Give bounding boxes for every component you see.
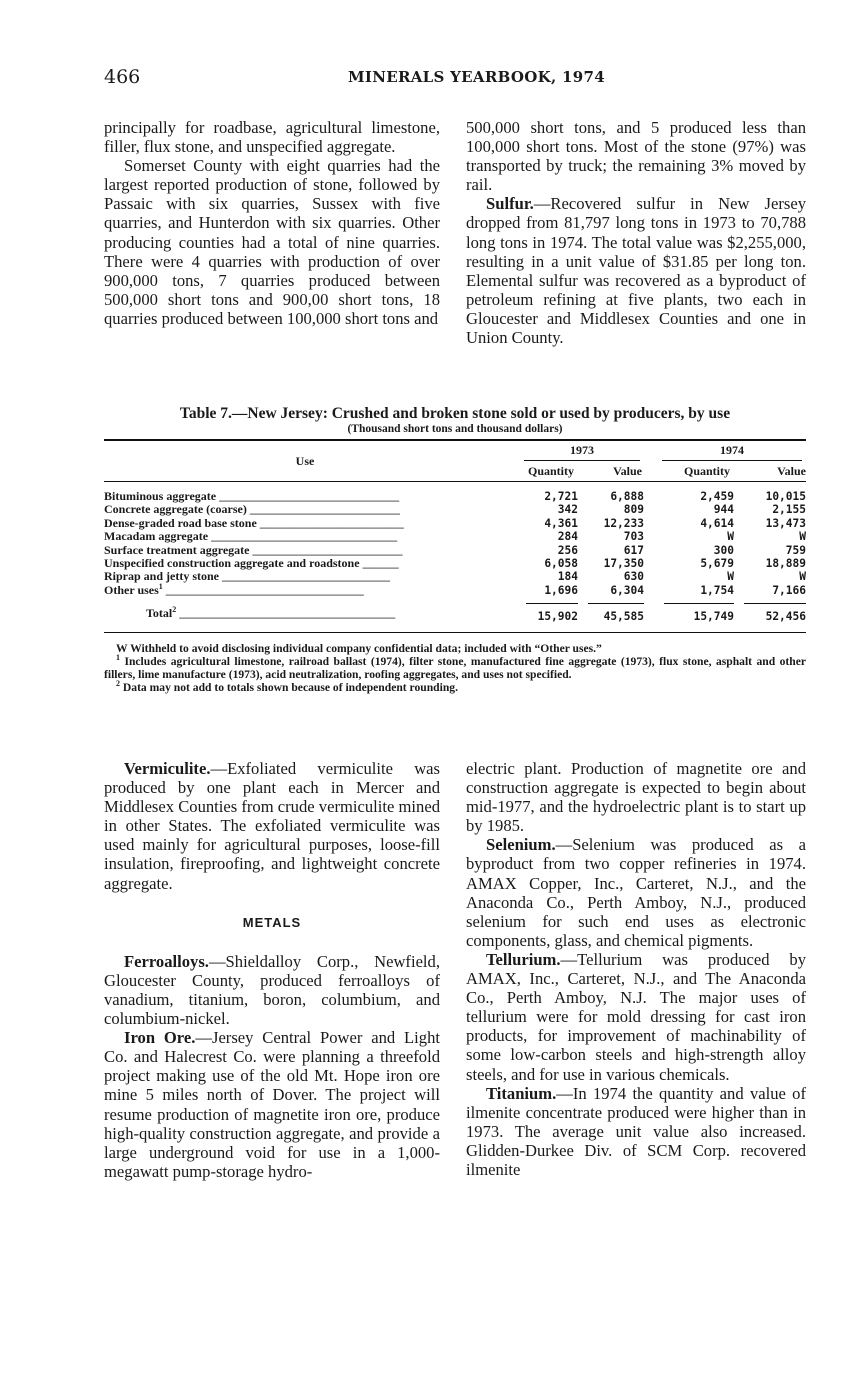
- dot-leader: _________________________: [249, 502, 400, 517]
- total-cell: [506, 597, 578, 623]
- value-cell: 2,721: [544, 490, 578, 503]
- table-footnotes: [104, 642, 806, 694]
- use-cell: [104, 482, 506, 504]
- page-number: 466: [104, 66, 141, 88]
- footnote-w: W Withheld to avoid disclosing individual company confidential data; included with “Other uses.”: [116, 642, 602, 655]
- table-row: [104, 557, 806, 570]
- use-cell: [104, 544, 506, 557]
- table-row: [104, 530, 806, 543]
- paragraph-text: —Jersey Central Power and Light Co. and Halecrest Co. were planning a threefold project making use of the old Mt. Hope iron ore mine 5 miles north of Dover. The project will resume production of magnetite iron ore, produce high-quality construction aggregate, and provide a large underground void for use in a 1,000-megawatt pump-storage hydro-: [104, 1028, 440, 1181]
- paragraph-vermiculite: [104, 759, 440, 893]
- paragraph-text: —Tellurium was produced by AMAX, Inc., Carteret, N.J., and The Anaconda Co., Perth Amboy, N.J. The major uses of tellurium were for mold dressing for cast iron products, for improvement of machinability of some low-carbon steels and high-strength alloy steels, and for use in various chemicals.: [466, 949, 806, 1084]
- use-label: Dense-graded road base stone: [104, 515, 257, 530]
- value-cell: 2,459: [700, 490, 734, 503]
- table-title: Table 7.—New Jersey: Crushed and broken stone sold or used by producers, by use: [179, 405, 731, 422]
- use-label: Other uses: [104, 582, 159, 597]
- table-row: [104, 517, 806, 530]
- value-cell: 342: [557, 503, 578, 517]
- table-subtitle: (Thousand short tons and thousand dollars): [347, 423, 563, 435]
- value-cell: 630: [623, 570, 644, 584]
- use-label: Unspecified construction aggregate and roadstone: [104, 556, 360, 571]
- bottom-right-column: [466, 759, 806, 1179]
- total-cell: [578, 597, 644, 623]
- column-header-value: Value: [734, 461, 806, 482]
- paragraph-text: —Selenium was produced as a byproduct from two copper refineries in 1974. AMAX Copper, Inc., Carteret, N.J., and the Anaconda Co., Perth Amboy, N.J., produced selenium for such end uses as electronic components, glass, and chemical pigments.: [466, 835, 806, 950]
- paragraph-selenium: [466, 835, 806, 950]
- run-in-heading: Selenium.: [486, 835, 556, 855]
- value-cell: 809: [623, 503, 644, 517]
- use-cell: [104, 557, 506, 570]
- use-cell: [104, 503, 506, 516]
- footnote-2: [104, 681, 806, 694]
- value-cell: 703: [623, 530, 644, 544]
- run-in-heading: Titanium.: [486, 1083, 557, 1103]
- total-label: Total: [146, 605, 173, 620]
- footnote-text: Data may not add to totals shown because of independent rounding.: [122, 681, 458, 694]
- value-cell: 1,696: [544, 583, 578, 597]
- year-label: 1974: [662, 441, 802, 461]
- use-cell: [104, 530, 506, 543]
- total-value: 52,456: [744, 603, 806, 623]
- column-header-quantity: Quantity: [644, 461, 734, 482]
- paragraph-iron-ore: [104, 1028, 440, 1181]
- paragraph-tellurium: [466, 950, 806, 1084]
- run-in-heading: Ferroalloys.: [124, 951, 209, 971]
- dot-leader: _________________________________: [165, 582, 364, 597]
- run-in-heading: Iron Ore.: [124, 1028, 196, 1048]
- year-label: 1973: [524, 441, 640, 461]
- total-value: 15,749: [664, 603, 734, 623]
- paragraph-text: —Exfoliated vermiculite was produced by one plant each in Mercer and Middlesex Counties from crude vermiculite mined in other States. The exfoliated vermiculite was used mainly for agricultural purposes, loose-fill insulation, fireproofing, and lightweight concrete aggregate.: [104, 759, 440, 893]
- paragraph-text: —In 1974 the quantity and value of ilmenite concentrate produced were higher than in 1973. The average unit value also increased. Glidden-Durkee Div. of SCM Corp. recovered ilmenite: [466, 1083, 806, 1179]
- total-value: 45,585: [588, 603, 644, 623]
- value-cell: 284: [557, 530, 578, 544]
- footnote-mark: 1: [158, 581, 163, 591]
- stone-table: [104, 439, 806, 624]
- column-header-1974: [644, 440, 806, 461]
- running-title: MINERALS YEARBOOK, 1974: [348, 68, 605, 86]
- table-row: [104, 570, 806, 583]
- value-cell: 4,614: [700, 516, 734, 530]
- use-cell: [104, 570, 506, 583]
- value-cell: W: [727, 570, 734, 584]
- footnote-1: [104, 655, 806, 681]
- run-in-heading: Tellurium.: [486, 949, 561, 969]
- use-label: Bituminous aggregate: [104, 489, 217, 503]
- value-cell: 759: [785, 543, 806, 557]
- paragraph: Somerset County with eight quarries had the largest reported production of stone, followed by Passaic with six quarries, Sussex with five quarries, and Hunterdon with six quarries. Other producing counties had a total of nine quarries. There were 4 quarries with production of over 900,000 tons, 7 quarries produced between 500,000 short tons and 900,00 short tons, 18 quarries produced between 100,000 short tons and: [104, 156, 440, 328]
- column-header-value: Value: [578, 461, 644, 482]
- footnote-mark: 1: [116, 653, 120, 663]
- dot-leader: ________________________: [259, 515, 404, 530]
- value-cell: W: [799, 530, 806, 544]
- paragraph: electric plant. Production of magnetite ore and construction aggregate is expected to begin about mid-1977, and the hydroelectric plant is to start up by 1985.: [466, 759, 806, 836]
- table-row: [104, 503, 806, 516]
- table-row-total: [104, 597, 806, 623]
- value-cell: 184: [557, 570, 578, 584]
- total-cell: [734, 597, 806, 623]
- dot-leader: ______________________________: [219, 489, 400, 503]
- page-header: [104, 66, 806, 90]
- paragraph-text: —Shieldalloy Corp., Newfield, Gloucester County, produced ferroalloys of vanadium, titanium, boron, columbium, and columbium-nickel.: [104, 951, 440, 1029]
- table-row: [104, 584, 806, 597]
- total-label-cell: [104, 597, 506, 623]
- value-cell: 300: [713, 543, 734, 557]
- value-cell: W: [799, 570, 806, 584]
- value-cell: 12,233: [603, 516, 644, 530]
- value-cell: 6,888: [610, 490, 644, 503]
- table-bottom-rule: [104, 632, 806, 633]
- paragraph-titanium: [466, 1084, 806, 1179]
- value-cell: 6,058: [544, 557, 578, 571]
- use-label: Macadam aggregate: [104, 529, 209, 544]
- value-cell: W: [727, 530, 734, 544]
- run-in-heading: Sulfur.: [486, 194, 534, 214]
- top-right-column: [466, 118, 806, 347]
- run-in-heading: Vermiculite.: [124, 759, 211, 778]
- column-header-use: Use: [104, 440, 506, 482]
- value-cell: 617: [623, 543, 644, 557]
- total-cell: [644, 597, 734, 623]
- paragraph-sulfur: [466, 194, 806, 347]
- total-value: 15,902: [526, 603, 578, 623]
- dot-leader: ____________________________: [222, 569, 391, 584]
- use-label: Surface treatment aggregate: [104, 542, 250, 557]
- bottom-left-column: [104, 759, 440, 1181]
- column-header-quantity: Quantity: [506, 461, 578, 482]
- value-cell: 1,754: [700, 583, 734, 597]
- value-cell: 5,679: [700, 557, 734, 571]
- footnote-mark: 2: [172, 604, 177, 614]
- value-cell: 4,361: [544, 516, 578, 530]
- dot-leader: ____________________________________: [179, 605, 396, 620]
- use-cell: [104, 581, 506, 597]
- use-label: Riprap and jetty stone: [104, 569, 220, 584]
- dot-leader: ______: [362, 556, 399, 571]
- value-cell: 6,304: [610, 583, 644, 597]
- value-cell: 10,015: [765, 490, 806, 503]
- column-header-1973: [506, 440, 644, 461]
- use-cell: [104, 517, 506, 530]
- section-heading-metals: METALS: [242, 914, 302, 930]
- value-cell: 2,155: [772, 503, 806, 517]
- table-row: [104, 544, 806, 557]
- table-body: [104, 482, 806, 598]
- paragraph: principally for roadbase, agricultural limestone, filler, flux stone, and unspecified aggregate.: [104, 118, 440, 157]
- value-cell: 7,166: [772, 583, 806, 597]
- footnote-text: Includes agricultural limestone, railroad ballast (1974), filter stone, manufactured fine aggregate (1973), flux stone, asphalt and other fillers, lime manufacture (1973), acid neutralization, roofing aggregates, and uses not specified.: [104, 655, 806, 681]
- paragraph-text: —Recovered sulfur in New Jersey dropped from 81,797 long tons in 1973 to 70,788 long tons in 1974. The total value was $2,255,000, resulting in a unit value of $31.85 per long ton. Elemental sulfur was recovered as a byproduct of petroleum refining at five plants, two each in Gloucester and Middlesex Counties and one in Union County.: [466, 194, 806, 348]
- value-cell: 17,350: [603, 557, 644, 571]
- value-cell: 18,889: [765, 557, 806, 571]
- paragraph-ferroalloys: [104, 952, 440, 1028]
- dot-leader: _______________________________: [211, 529, 398, 544]
- use-label: Concrete aggregate (coarse): [104, 502, 247, 517]
- value-cell: 13,473: [765, 516, 806, 530]
- value-cell: 944: [713, 503, 734, 517]
- top-left-column: [104, 118, 440, 328]
- footnote-mark: 2: [116, 679, 120, 689]
- table-row: [104, 482, 806, 504]
- value-cell: 256: [557, 543, 578, 557]
- paragraph: 500,000 short tons, and 5 produced less than 100,000 short tons. Most of the stone (97%) was transported by truck; the remaining 3% moved by rail.: [466, 118, 806, 195]
- stone-table-section: [104, 405, 806, 633]
- dot-leader: _________________________: [252, 542, 403, 557]
